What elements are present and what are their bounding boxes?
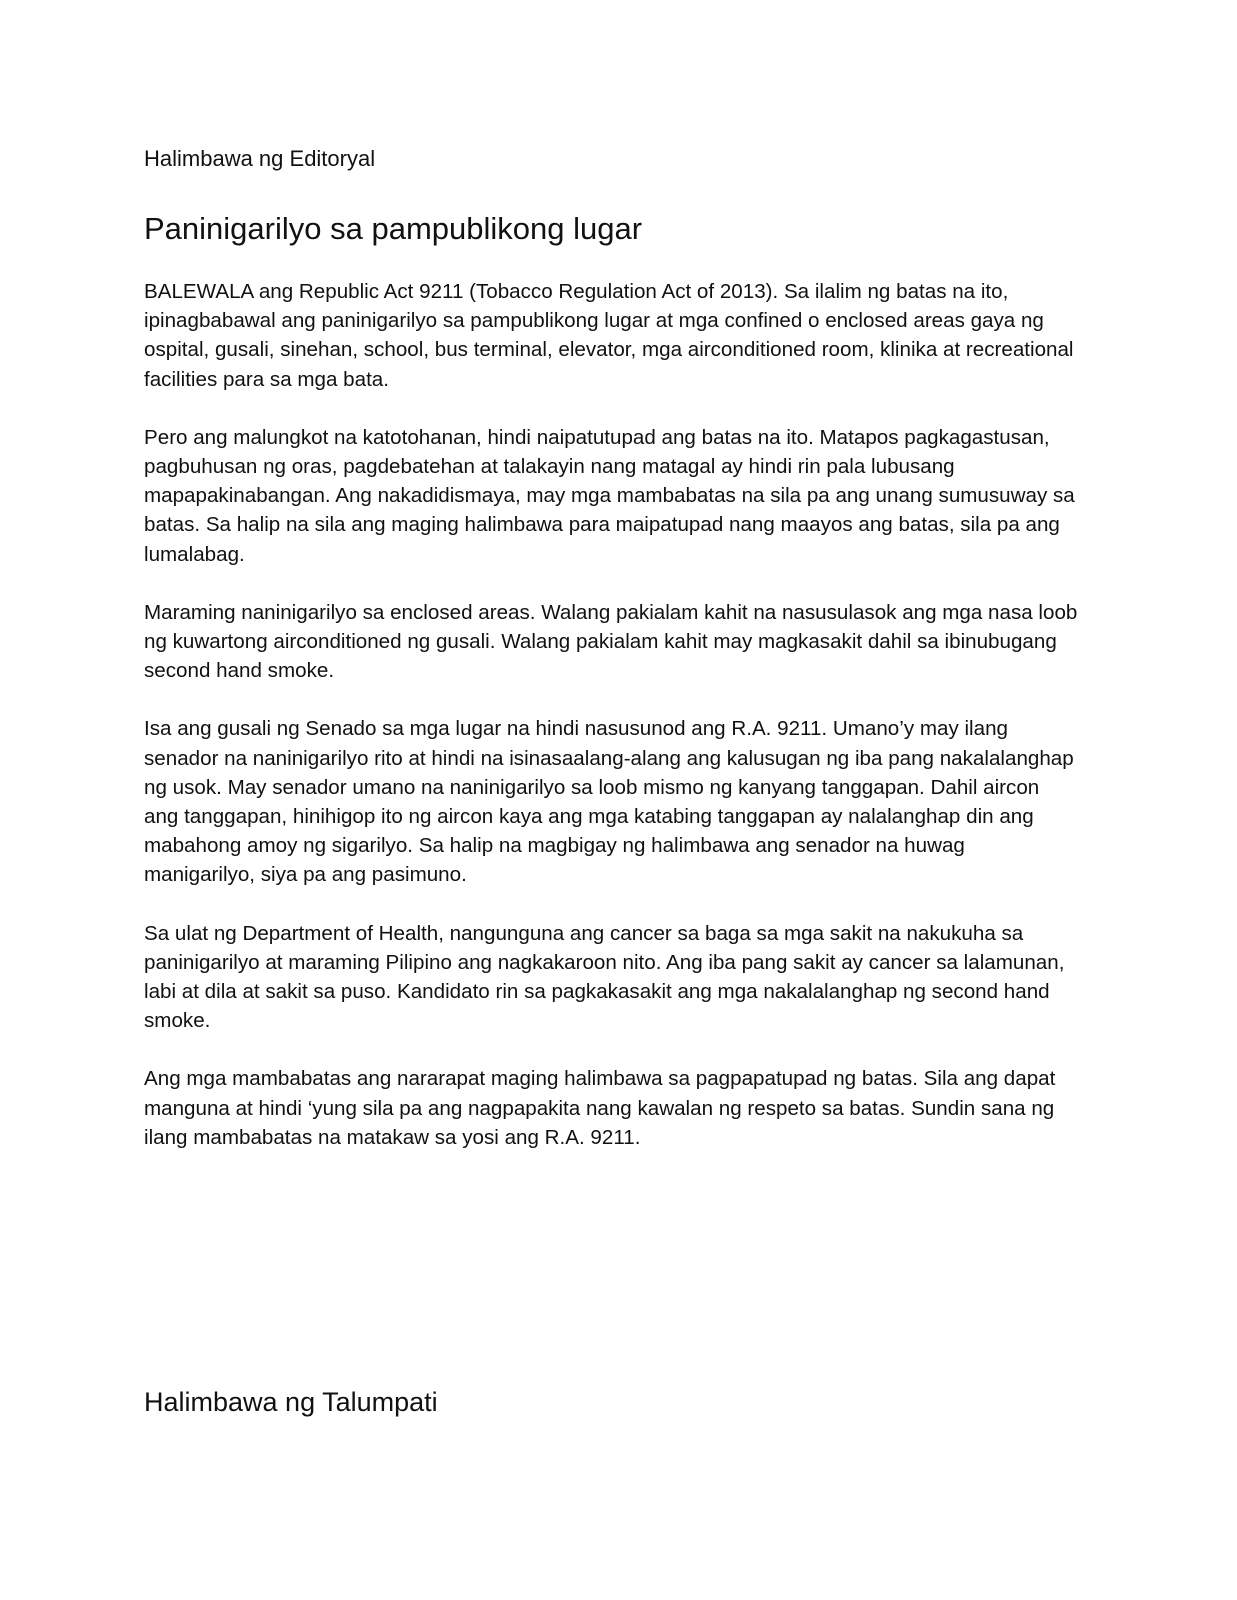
paragraph: Pero ang malungkot na katotohanan, hindi naipatutupad ang batas na ito. Matapos pagkagastusan, pagbuhusan ng oras, pagdebatehan at talakayin nang matagal ay hindi rin pala lubusang mapapakinabangan. Ang nakadidismaya, may mga mambabatas na sila pa ang unang sumusuway sa batas. Sa halip na sila ang maging halimbawa para maipatupad nang maayos ang batas, sila pa ang lumalabag. [144, 425, 1075, 566]
paragraph: Sa ulat ng Department of Health, nangunguna ang cancer sa baga sa mga sakit na nakukuha sa paninigarilyo at maraming Pilipino ang nagkakaroon nito. Ang iba pang sakit ay cancer sa lalamunan, labi at dila at sakit sa puso. Kandidato rin sa pagkakasakit ang mga nakalalanghap ng second hand smoke. [144, 921, 1065, 1033]
paragraph: Isa ang gusali ng Senado sa mga lugar na hindi nasusunod ang R.A. 9211. Umano’y may ilang senador na naninigarilyo rito at hindi na isinasaalang-alang ang kalusugan ng iba pang nakalalanghap ng usok. May senador umano na naninigarilyo sa loob mismo ng kanyang tanggapan. Dahil aircon ang tanggapan, hinihigop ito ng aircon kaya ang mga katabing tanggapan ay nalalanghap din ang mabahong amoy ng sigarilyo. Sa halip na magbigay ng halimbawa ang senador na huwag manigarilyo, siya pa ang pasimuno. [144, 717, 1074, 887]
document-label: Halimbawa ng Editoryal [144, 146, 376, 171]
paragraph: BALEWALA ang Republic Act 9211 (Tobacco Regulation Act of 2013). Sa ilalim ng batas na ito, ipinagbabawal ang paninigarilyo sa pampublikong lugar at mga confined o enclosed areas gaya ng ospital, gusali, sinehan, school, bus terminal, elevator, mga airconditioned room, klinika at recreational facilities para sa mga bata. [144, 280, 1074, 391]
section-heading: Halimbawa ng Talumpati [144, 1387, 438, 1417]
editorial-body [144, 277, 1079, 1152]
editorial-title: Paninigarilyo sa pampublikong lugar [144, 211, 643, 246]
paragraph: Maraming naninigarilyo sa enclosed areas. Walang pakialam kahit na nasusulasok ang mga nasa loob ng kuwartong airconditioned ng gusali. Walang pakialam kahit may magkasakit dahil sa ibinubugang second hand smoke. [144, 600, 1078, 683]
paragraph: Ang mga mambabatas ang nararapat maging halimbawa sa pagpapatupad ng batas. Sila ang dapat manguna at hindi ‘yung sila pa ang nagpapakita nang kawalan ng respeto sa batas. Sundin sana ng ilang mambabatas na matakaw sa yosi ang R.A. 9211. [144, 1067, 1056, 1149]
